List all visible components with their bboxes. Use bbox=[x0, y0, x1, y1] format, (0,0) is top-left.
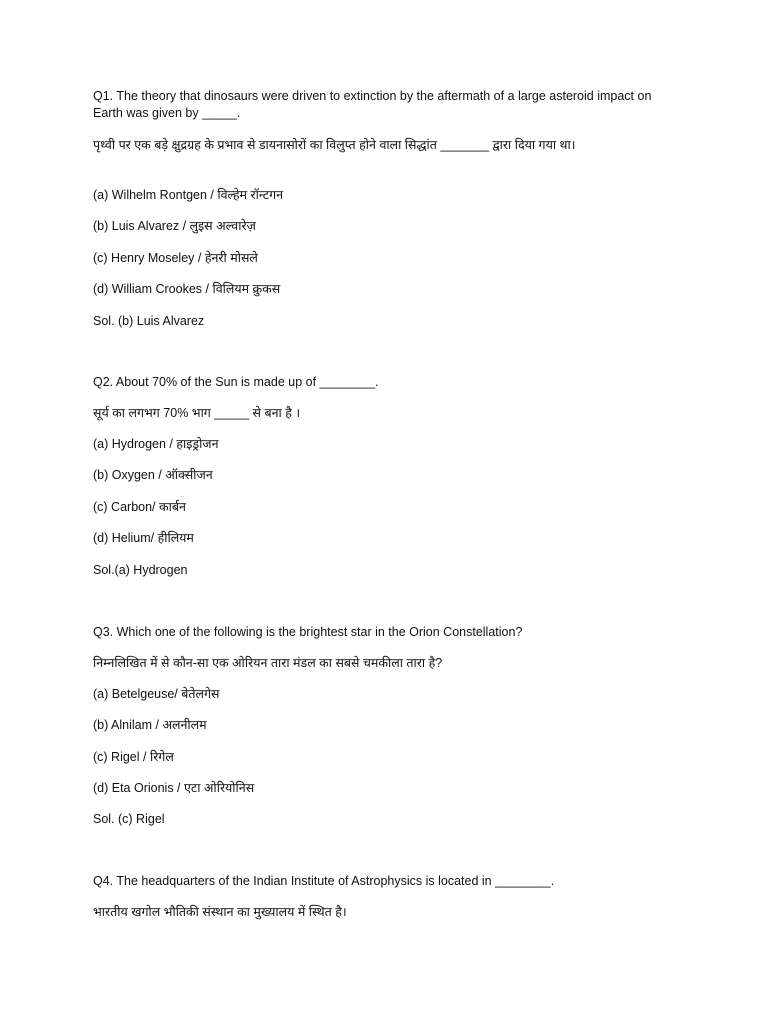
q2-option-d: (d) Helium/ हीलियम bbox=[93, 531, 194, 545]
q2-option-a: (a) Hydrogen / हाइड्रोजन bbox=[93, 437, 219, 451]
q2-option-c: (c) Carbon/ कार्बन bbox=[93, 500, 186, 514]
q3-option-a: (a) Betelgeuse/ बेतेलगेस bbox=[93, 687, 220, 701]
q2-question-hindi: सूर्य का लगभग 70% भाग _____ से बना है । bbox=[93, 406, 301, 420]
q1-option-c: (c) Henry Moseley / हेनरी मोसले bbox=[93, 251, 258, 265]
q3-option-c: (c) Rigel / रिगेल bbox=[93, 750, 174, 764]
q1-solution: Sol. (b) Luis Alvarez bbox=[93, 314, 205, 328]
q3-question-hindi: निम्नलिखित में से कौन-सा एक ओरियन तारा मंडल का सबसे चमकीला तारा है? bbox=[93, 656, 443, 670]
q2-solution: Sol.(a) Hydrogen bbox=[93, 563, 188, 577]
q1-option-b: (b) Luis Alvarez / लुइस अल्वारेज़ bbox=[93, 219, 256, 233]
q2-option-b: (b) Oxygen / ऑक्सीजन bbox=[93, 468, 213, 482]
q4-question-hindi: भारतीय खगोल भौतिकी संस्थान का मुख्यालय में स्थित है। bbox=[93, 905, 347, 919]
q1-question-hindi: पृथ्वी पर एक बड़े क्षुद्रग्रह के प्रभाव से डायनासोरों का विलुप्त होने वाला सिद्धांत _______ द्वारा दिया गया था। bbox=[93, 138, 576, 152]
q3-option-b: (b) Alnilam / अलनीलम bbox=[93, 718, 207, 732]
q2-question-english: Q2. About 70% of the Sun is made up of ________. bbox=[93, 375, 379, 389]
q3-solution: Sol. (c) Rigel bbox=[93, 812, 165, 826]
q3-question-english: Q3. Which one of the following is the brightest star in the Orion Constellation? bbox=[93, 625, 523, 639]
q4-question-english: Q4. The headquarters of the Indian Institute of Astrophysics is located in ________. bbox=[93, 874, 555, 888]
q1-option-d: (d) William Crookes / विलियम क्रुकस bbox=[93, 282, 281, 296]
q1-option-a: (a) Wilhelm Rontgen / विल्हेम रॉन्टगन bbox=[93, 188, 284, 202]
q3-option-d: (d) Eta Orionis / एटा ओरियोनिस bbox=[93, 781, 255, 795]
q1-question-english: Q1. The theory that dinosaurs were driven to extinction by the aftermath of a large asteroid impact on Earth was given by _____. bbox=[93, 89, 652, 120]
